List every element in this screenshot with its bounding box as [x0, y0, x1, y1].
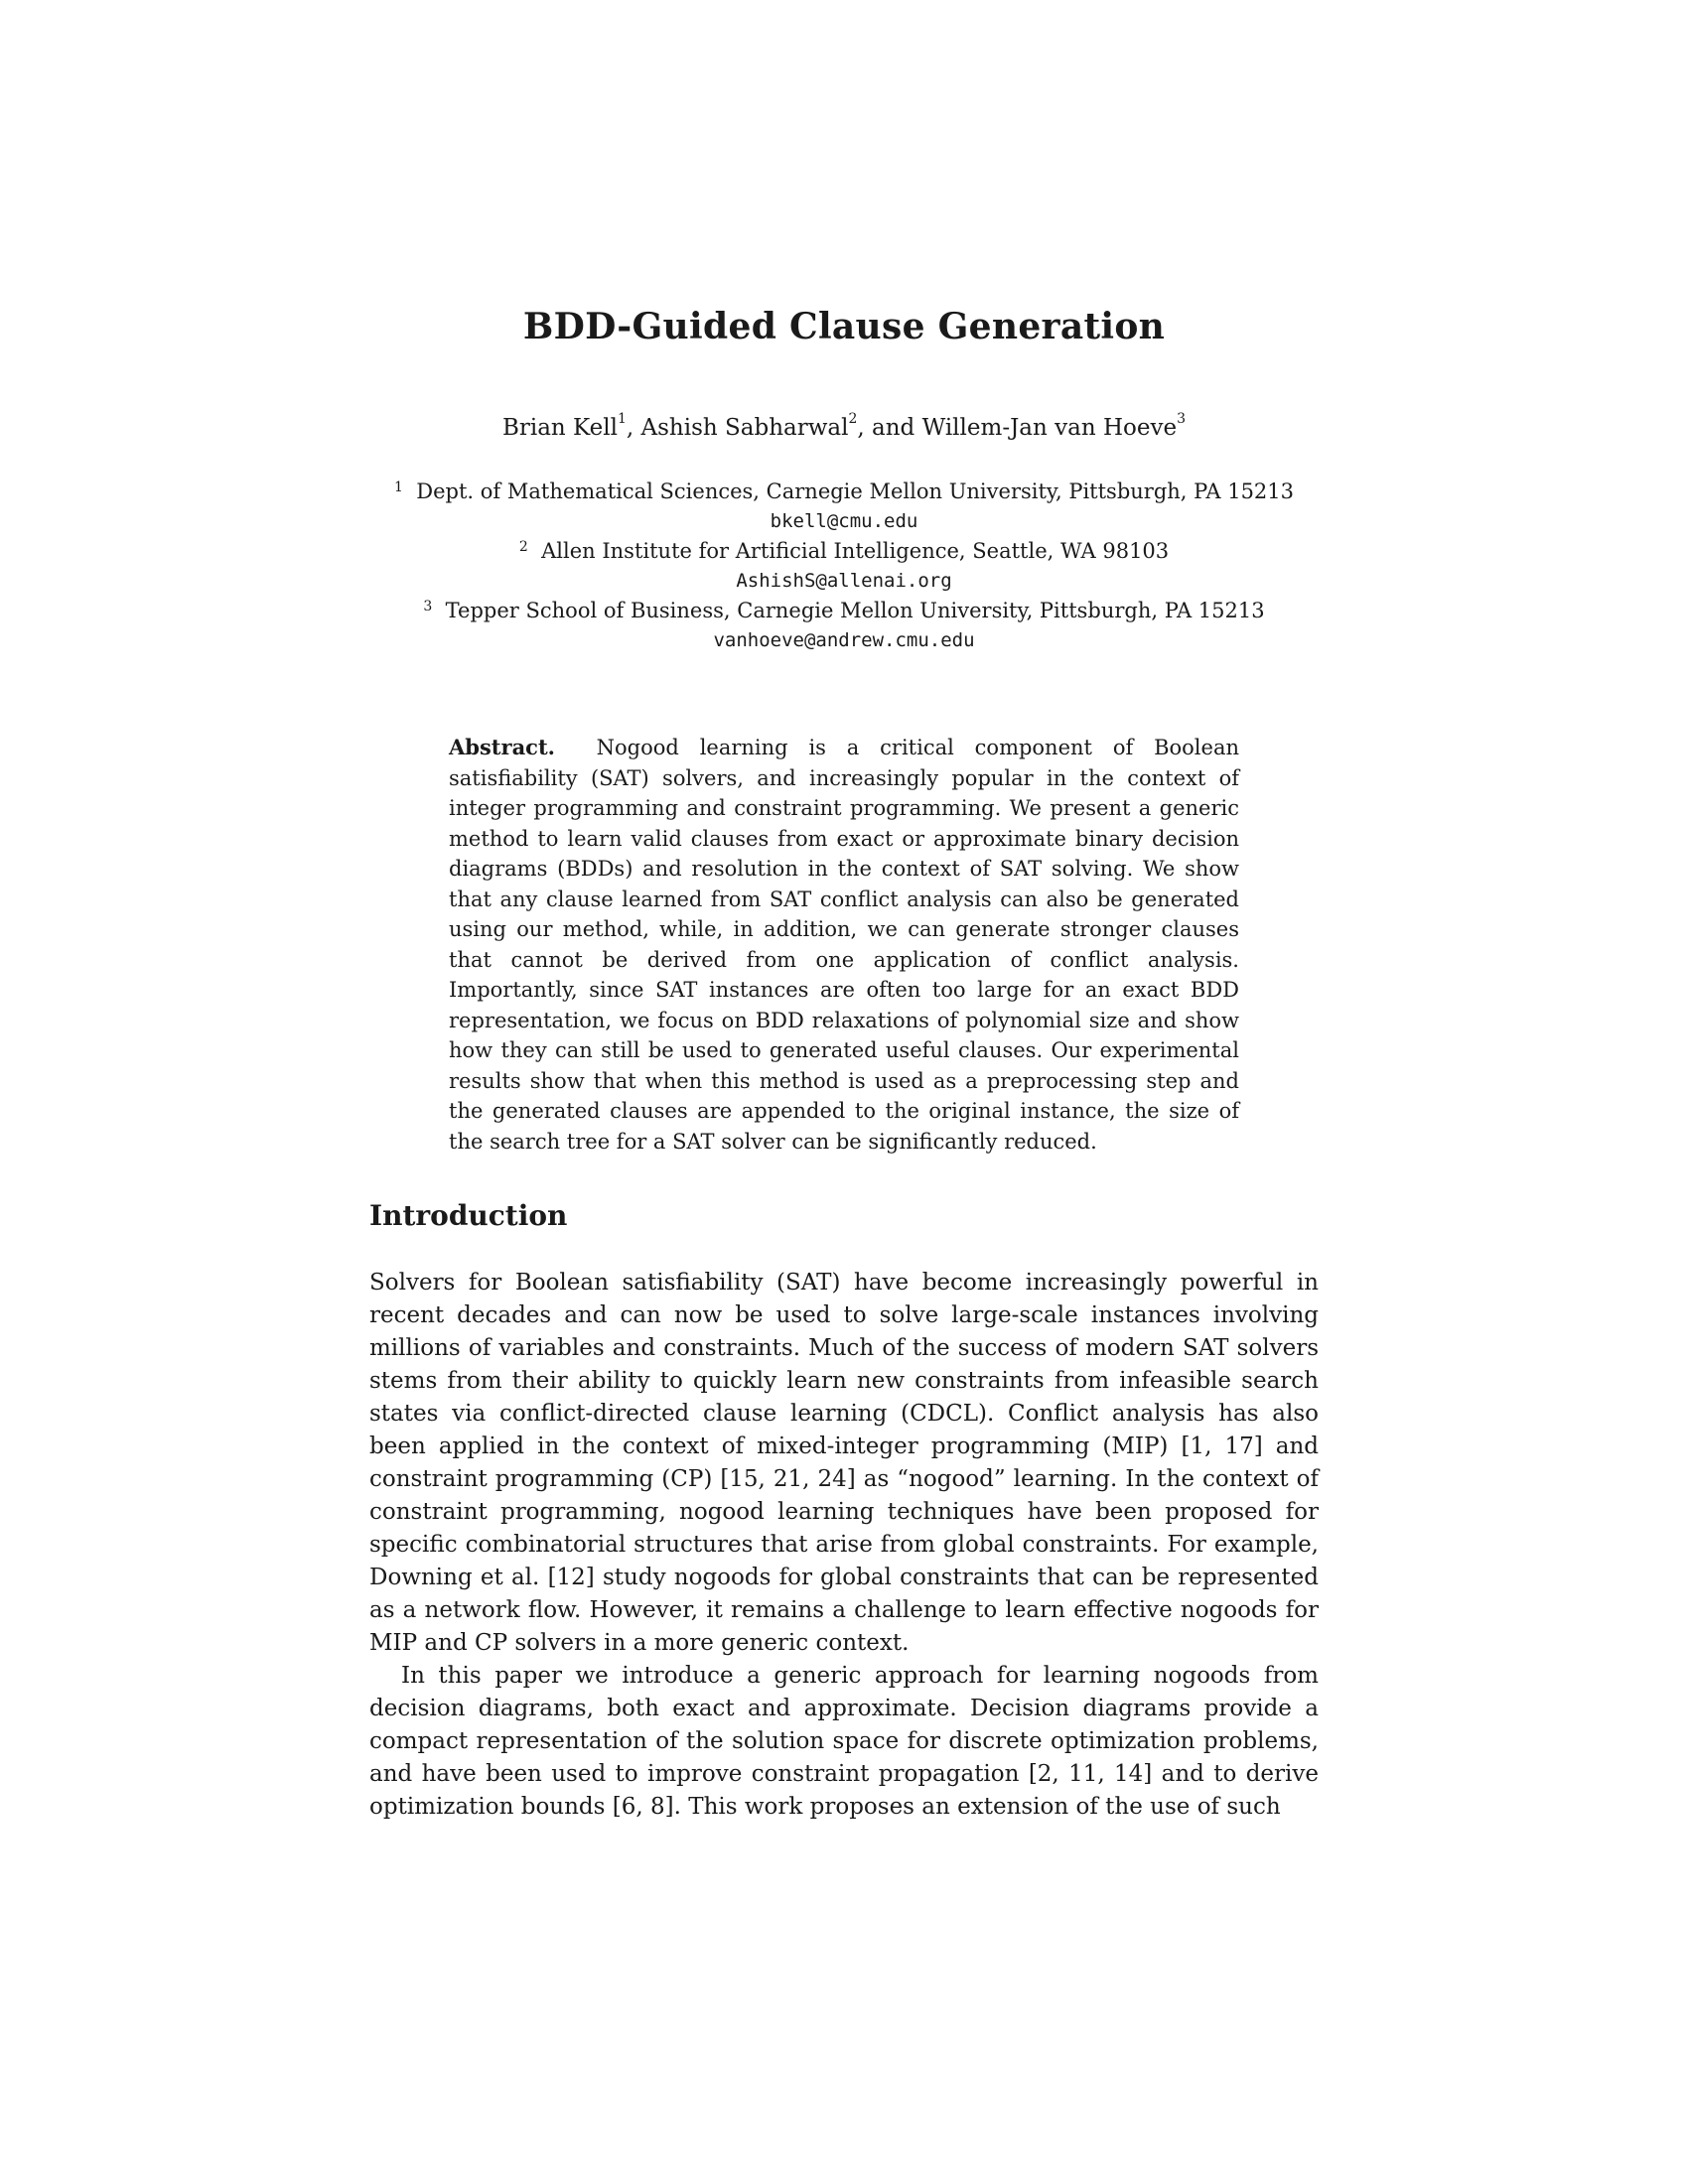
- affiliation-text: Dept. of Mathematical Sciences, Carnegie Mellon University, Pittsburgh, PA 15213: [416, 479, 1295, 503]
- author-list: [369, 411, 1319, 441]
- affiliation-2: [369, 536, 1319, 566]
- affiliation-mark: 2: [518, 539, 528, 555]
- paragraph: Solvers for Boolean satisfiability (SAT) have become increasingly powerful in recent decades and can now be used to solve large-scale instances involving millions of variables and constraints. Much of the success of modern SAT solvers stems from their ability to quickly learn new constraints from infeasible search states via conflict-directed clause learning (CDCL). Conflict analysis has also been applied in the context of mixed-integer programming (MIP) [1, 17] and constraint programming (CP) [15, 21, 24] as “nogood” learning. In the context of constraint programming, nogood learning techniques have been proposed for specific combinatorial structures that arise from global constraints. For example, Downing et al. [12] study nogoods for global constraints that can be represented as a network flow. However, it remains a challenge to learn effective nogoods for MIP and CP solvers in a more generic context.: [369, 1270, 1319, 1656]
- paragraph: In this paper we introduce a generic approach for learning nogoods from decision diagrams, both exact and approximate. Decision diagrams provide a compact representation of the solution space for discrete optimization problems, and have been used to improve constraint propagation [2, 11, 14] and to derive optimization bounds [6, 8]. This work proposes an extension of the use of such: [369, 1663, 1319, 1820]
- affiliation-mark: 3: [423, 599, 433, 614]
- author-email: bkell@cmu.edu: [770, 510, 918, 532]
- author-name: Brian Kell: [501, 415, 618, 441]
- section-body: [369, 1267, 1319, 1824]
- section-heading: Introduction: [369, 1199, 568, 1232]
- abstract-text: Nogood learning is a critical component of Boolean satisfiability (SAT) solvers, and increasingly popular in the context of integer programming and constraint programming. We present a generic method to learn valid clauses from exact or approximate binary decision diagrams (BDDs) and resolution in the context of SAT solving. We show that any clause learned from SAT conflict analysis can also be generated using our method, while, in addition, we can generate stronger clauses that cannot be derived from one application of conflict analysis. Importantly, since SAT instances are often too large for an exact BDD representation, we focus on BDD relaxations of polynomial size and show how they can still be used to generated useful clauses. Our experimental results show that when this method is used as a preprocessing step and the generated clauses are appended to the original instance, the size of the search tree for a SAT solver can be significantly reduced.: [449, 736, 1239, 1154]
- affiliation-mark: 1: [393, 479, 403, 495]
- abstract: [449, 733, 1239, 1157]
- author-name: Willem-Jan van Hoeve: [921, 415, 1178, 441]
- author-separator: ,: [626, 415, 641, 441]
- author-email: AshishS@allenai.org: [736, 570, 952, 592]
- abstract-label: Abstract.: [449, 735, 555, 759]
- author-mark: 1: [617, 411, 627, 427]
- author-email: vanhoeve@andrew.cmu.edu: [713, 629, 975, 651]
- author-separator: , and: [857, 415, 922, 441]
- author-mark: 3: [1177, 411, 1187, 427]
- paper-title: BDD-Guided Clause Generation: [522, 306, 1166, 347]
- affiliation-3: [369, 596, 1319, 625]
- affiliation-text: Tepper School of Business, Carnegie Mellon University, Pittsburgh, PA 15213: [445, 599, 1265, 622]
- author-mark: 2: [848, 411, 858, 427]
- affiliation-1: [369, 477, 1319, 506]
- affiliation-text: Allen Institute for Artificial Intelligence, Seattle, WA 98103: [541, 539, 1170, 563]
- author-name: Ashish Sabharwal: [640, 415, 849, 441]
- affiliations: [369, 477, 1319, 655]
